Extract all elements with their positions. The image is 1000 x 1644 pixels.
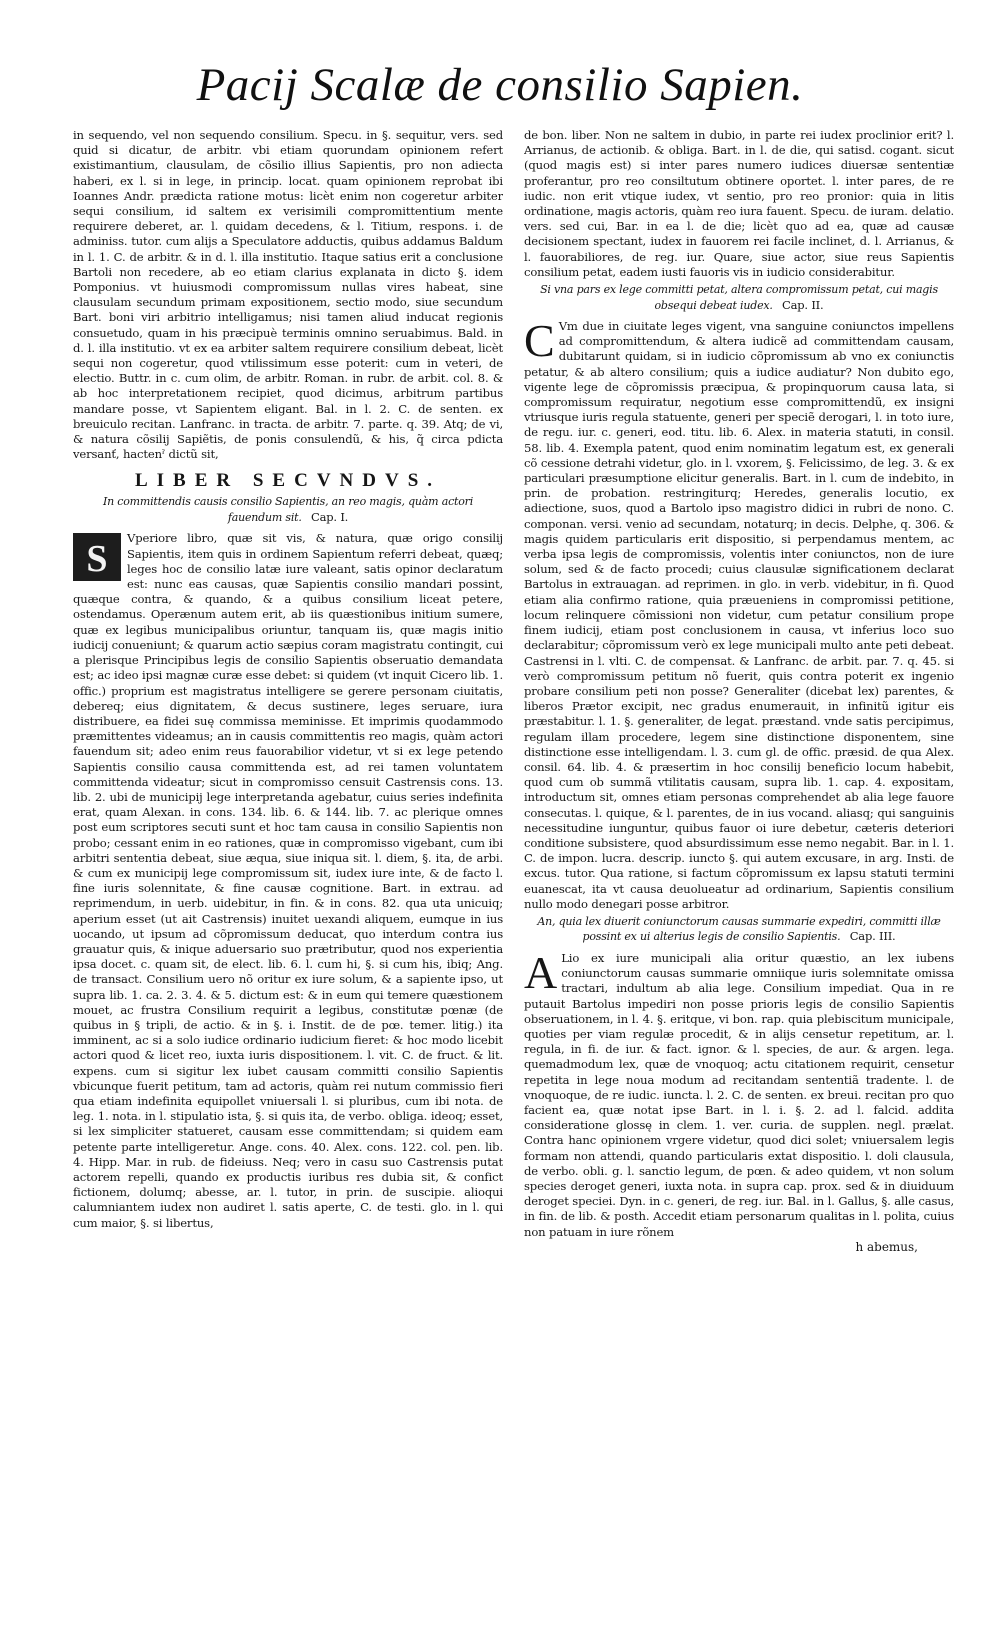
book-heading: LIBER SECVNDVS.	[134, 470, 442, 492]
chapter-2-initial: C	[524, 315, 555, 367]
decorated-initial	[73, 533, 121, 581]
chapter-1-rubric	[79, 495, 497, 525]
left-column	[73, 128, 503, 1231]
left-paragraph-2: Vperiore libro, quæ sit vis, & natura, quæ origo consilij Sapientis, item quis in ordinem Sapientum referri debeat, quæq; leges hoc de consilio latæ iure valeant, satis opinor declaratum est: nunc eas causas, quæ Sapientis consilio mandari possint, quæque contra, & quando, & a quibus consilium liceat petere, ostendamus. Operænum autem erit, ab iis quæstionibus initium sumere, quæ ex legibus municipalibus oriuntur, tanquam iis, quæ magis initio iudicij conueniunt; & quarum actio sæpius coram magistratu contingit, cui a plerisque Principibus legis de consilio Sapientis obseruatio demandata est; ac ideo ipsi magnæ curæ esse debet: si quidem (vt inquit Cicero lib. 1. offic.) proprium est magistratus intelligere se gerere personam ciuitatis, debereq; eius dignitatem, & decus sustinere, leges seruare, iura distribuere, ea fidei suę commissa meminisse. Et imprimis quodammodo præmittentes videamus; an in causis committentis reo magis, quàm actori fauendum sit; adeo enim reus fauorabilior videtur, vt si ex lege petendo Sapientis consilio causa committenda est, ad rei tamen voluntatem committenda videatur; sicut in compromisso censuit Castrensis cons. 13. lib. 2. ubi de municipij lege interpretanda agebatur, cuius series indefinita erat, quam Alexan. in cons. 134. lib. 6. & 144. lib. 7. ac plerique omnes post eum scriptores secuti sunt et hoc tam causa in consilio Sapientis non probo; cessant enim in eo rationes, quæ in compromisso vigebant, cum ibi arbitri sententia debeat, siue æqua, siue iniqua sit. l. diem, §. ita, de arbi. & cum ex municipij lege compromissum sit, iudex iure inte, & de facto l. fine iuris solennitate, & fine causæ cognitione. Bart. in extrau. ad reprimendum, in uerb. uidebitur, in fin. & in cons. 82. qua uta unicuiq; aperium esset (ut ait Castrensis) inuitet uexandi aliquem, eumque in ius uocando, ut ipsum ad cõpromissum deducat, quo interdum contra ius grauatur quis, & inique aduersario suo prætributur, quod nos experientia ipsa docet. c. quam sit, de elect. lib. 6. l. cum hi, §. si cum his, ibiq; Ang. de transact. Consilium uero nõ oritur ex iure solum, & a sapiente ipso, ut supra lib. 1. ca. 2. 3. 4. & 5. dictum est: & in eum qui temere quæstionem mouet, ac frustra Consilium requirit a legibus, constitutæ pœnæ (de quibus in § tripli, de actio. & in §. i. Instit. de de pœ. temer. litig.) ita imminent, ac si a solo iudice ordinario iudicium fieret: & hoc modo licebit actori quod & licet reo, iuxta iuris dispositionem. l. vit. C. de fruct. & lit. expens. cum si sigitur lex iubet causam committi consilio Sapientis vbicunque fuerit petitum, tam ad actoris, quàm rei nutum commissio fieri qua etiam indefinita equipollet vniuersali l. si pluribus, cum ibi nota. de leg. 1. nota. in l. stipulatio ista, §. si quis ita, de verbo. obliga. ideoq; esset, si lex simpliciter statueret, causam esse committendam; si quidem eam petente parte intelligeretur. Ange. cons. 40. Alex. cons. 122. col. pen. lib. 4. Hipp. Mar. in rub. de fideiuss. Neq; vero in casu suo Castrensis putat actorem repelli, quando ex productis iuribus res dubia sit, & confict fictionem, dolumq; abesse, ar. l. tutor, in prin. de suscipie. alioqui calumniantem iudex non audiret l. satis aperte, C. de testi. glo. in l. qui cum maior, §. si libertus,	[73, 531, 503, 1230]
chapter-3-rubric	[530, 915, 948, 945]
decorated-initial-letter: S	[86, 538, 108, 581]
running-head: Pacij Scalæ de consilio Sapien.	[196, 59, 804, 111]
left-paragraph-1: in sequendo, vel non sequendo consilium. Specu. in §. sequitur, vers. sed quid si dicatur, de arbitr. vbi etiam quorundam opinionem refert existimantium, clausulam, de cõsilio illius Sapientis, pro non adiecta haberi, ex l. si in lege, in princip. locat. quam opinionem reprobat ibi Ioannes Andr. prædicta ratione motus: licèt enim non cogeretur arbiter sequi consilium, id saltem ex verisimili compromittentium mente requirere deberet, ar. l. quidam decedens, & l. Titium, respons. i. de adminiss. tutor. cum alijs a Speculatore adductis, quibus addamus Baldum in l. 1. C. de arbitr. & in d. l. illa institutio. Itaque satius erit a conclusione Bartoli non recedere, ab eo etiam clarius explanata in dicto §. idem Pomponius. vt huiusmodi compromissum nullas vires habeat, sine clausulam secundum primam expositionem, sectio modo, siue secundum Bart. boni viri arbitrio intelligamus; nisi tamen aliud inducat regionis consuetudo, quam in his præcipuè terminis omnino seruabimus. Bald. in d. l. illa institutio. vt ex ea arbiter saltem requirere consilium debeat, licèt sequi non cogeretur, quod vtilissimum esse poterit: cum in veteri, de electio. Buttr. in c. cum olim, de arbitr. Roman. in rubr. de arbit. col. 8. & ab hoc interpretationem recipiet, quod dicimus, arbitrum partibus mandare posse, vt Sapientem eligant. Bal. in l. 2. C. de senten. ex breuiculo recitan. Lanfranc. in tracta. de arbitr. 7. parte. q. 39. Atq; de vi, & natura cõsilij Sapiẽtis, de ponis consulendũ, & his, q̃ circa pdicta versanť, hactenˀ dictũ sit,	[73, 128, 503, 462]
chapter-3-initial: A	[524, 946, 558, 998]
chapter-2-label: Cap. II.	[782, 297, 824, 312]
right-column	[524, 128, 954, 1254]
catchword: h abemus,	[855, 1239, 918, 1254]
right-paragraph-2: Vm due in ciuitate leges vigent, vna sanguine coniunctos impellens ad compromittendum, & altera iudicẽ ad committendam causam, dubitarunt quidam, si in iudicio cõpromissum ab vno ex coniunctis petatur, & ab altero consilium; quis a iudice audiatur? Non dubito ego, vigente lege de cõpromissis præcipua, & propinquorum causa lata, si compromissum requiratur, negotium esse compromittendũ, ex insigni vtriusque iuris regula statuente, generi per speciẽ derogari, l. in toto iure, de regu. iur. c. generi, eod. titu. lib. 6. Alex. in materia statuti, in consil. 58. lib. 4. Exempla patent, quod enim nominatim legatum est, ex generali cõ cessione detrahi videtur, glo. in l. vxorem, §. Felicissimo, de leg. 3. & ex particulari præsumptione elicitur generalis. Bart. in l. cum de indebito, in prin. de probation. restringiturq; Heredes, generalis locutio, ex adiectione, suos, quod a Bartolo ipso magistro didici in rubri de nono. C. componan. versi. venio ad secundam, notaturq; in decis. Delphe, q. 306. & magis quidem particularis erit dispositio, si perpendamus mentem, ac verba ipsa legis de compromissis, volentis inter coniunctos, non de iure solum, sed & de facto procedi; cuius clausulæ significationem declarat Bartolus in extrauagan. ad reprimen. in glo. in verb. videbitur, in fi. Quod etiam alia confirmo ratione, quia præueniens in compromissi petitione, locum relinquere cõmissioni non videtur, cum petatur consilium prope finem iudicij, etiam post conclusionem in causa, vt inferius loco suo declarabitur; cõpromissum verò ex lege municipali multo ante peti debeat. Castrensi in l. vlti. C. de compensat. & Lanfranc. de arbit. par. 7. q. 45. si verò compromissum petitum nõ fuerit, quis contra poterit ex ingenio probare consilium peti non posse? Generaliter (dicebat lex) parentes, & liberos Prætor excipit, nec gradus enumerauit, in infinitũ igitur eis præstabitur. l. 1. §. generaliter, de legat. præstand. vnde satis percipimus, regulam illam procedere, legem sine distinctione disponentem, sine distinctione esse intelligendam. l. 3. cum gl. de offic. præsid. de qua Alex. consil. 64. lib. 4. & præsertim in hoc consilij beneficio locum habebit, quod cum ob summã vtilitatis causam, supra lib. 1. cap. 4. expositam, introductum sit, omnes etiam personas comprehendet ab alia lege fauore consecutas. l. quique, & l. parentes, de in ius vocand. aliasq; qui sanguinis necessitudine iunguntur, quibus fauor oi iure debetur, cæteris deteriori conditione subsistere, quod absurdissimum esse nemo negabit. Bar. in l. 1. C. de impon. lucra. descrip. iuncto §. qui autem excusare, in arg. Insti. de excus. tutor. Qua ratione, si factum cõpromissum ex lapsu statuti termini euanescat, ita vt causa deuolueatur ad ordinarium, Sapientis consilium nullo modo denegari posse arbitror.	[524, 319, 954, 911]
right-paragraph-3: Lio ex iure municipali alia oritur quæstio, an lex iubens coniunctorum causas summarie omniique iuris solemnitate omissa tractari, indultum ab alia lege. Consilium impediat. Qua in re putauit Bartolus impediri non posse prioris legis de consilio Sapientis obseruationem, in l. 4. §. eritque, vi bon. rap. quia plebiscitum municipale, quoties per viam regulæ procedit, & in alijs censetur repetitum, ar. l. regula, in fi. de iur. & fact. ignor. & l. species, de aur. & argen. lega. quemadmodum lex, quæ de vnoquoq; actu citationem requirit, censetur repetita in lege noua modum ad recitandam sententiã tradente. l. de vnoquoque, de re iudic. iuncta. l. 2. C. de senten. ex breui. recitan pro quo facient ea, quæ notat ipse Bart. in l. i. §. 2. ad l. falcid. addita consideratione glossę in clem. 1. ver. curia. de supplen. negl. prælat. Contra hanc opinionem vrgere videtur, quod dici solet; vniuersalem legis formam non attendi, quando particularis extat dispositio. l. doli clausula, de verbo. obli. g. l. sanctio legum, de pœn. & adeo quidem, vt non solum species deroget generi, iuxta nota. in supra cap. prox. sed & in diuiduum deroget speciei. Dyn. in c. generi, de reg. iur. Bal. in l. Gallus, §. alle casus, in fin. de lib. & posth. Accedit etiam personarum qualitas in l. polita, cuius non patuam in iure rõnem	[524, 950, 954, 1239]
right-paragraph-1: de bon. liber. Non ne saltem in dubio, in parte rei iudex proclinior erit? l. Arrianus, de actionib. & obliga. Bart. in l. de die, qui satisd. cogant. sicut (quod magis est) si inter pares numero iudices diuersæ sententiæ proferantur, pro reo consiltutum obtinere oportet. l. inter pares, de re iudic. non erit vtique iudex, vt sentio, pro reo pronior: quia in litis ordinatione, magis actoris, quàm reo iura fauent. Specu. de iuram. delatio. vers. sed cui, Bar. in ea l. de die; licèt quo ad ea, quæ ad causæ decisionem spectant, iudex in fauorem rei facile inclinet, d. l. Arrianus, & l. fauorabiliores, de reg. iur. Quare, siue actor, siue reus Sapientis consilium petat, eadem iusti fauoris vis in iudicio considerabitur.	[524, 128, 954, 279]
chapter-3-rubric-text: An, quia lex diuerit coniunctorum causas summarie expediri, committi illæ possint ex ui alterius legis de consilio Sapientis.	[537, 914, 941, 944]
chapter-2-rubric-text: Si vna pars ex lege committi petat, altera compromissum petat, cui magis obsequi debeat iudex.	[540, 283, 938, 312]
chapter-3-label: Cap. III.	[849, 929, 896, 944]
chapter-1-rubric-text: In committendis causis consilio Sapientis, an reo magis, quàm actori fauendum sit.	[102, 495, 474, 524]
chapter-1-label: Cap. I.	[311, 509, 349, 524]
chapter-2-rubric	[530, 283, 948, 313]
